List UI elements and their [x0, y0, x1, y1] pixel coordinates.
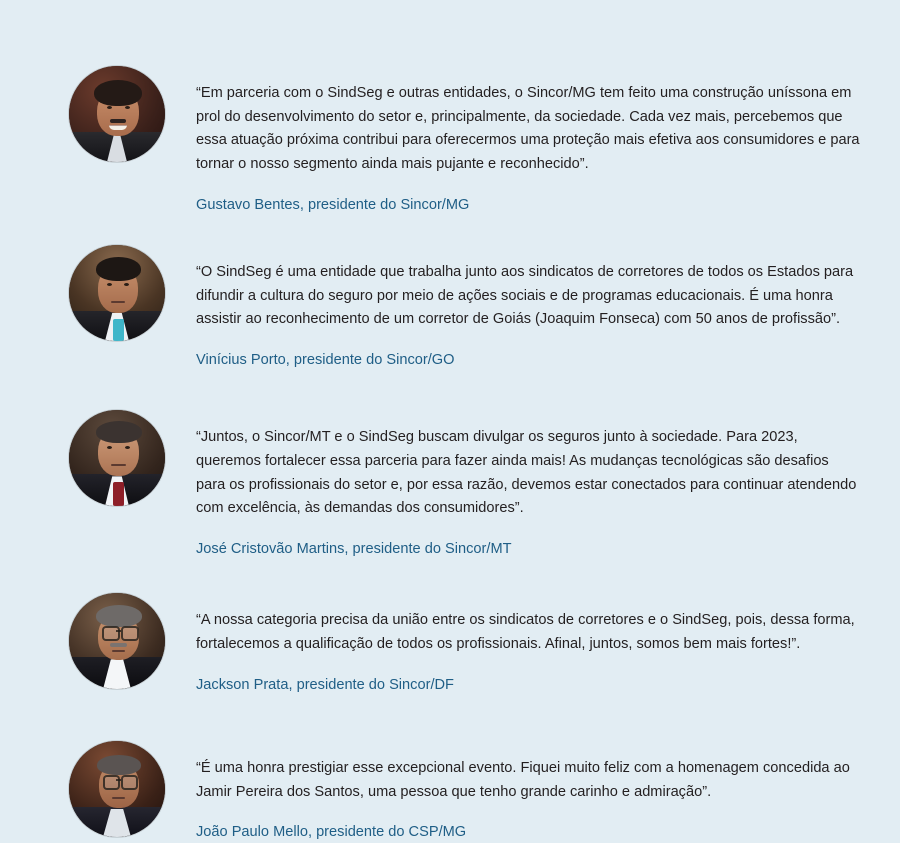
avatar-glasses-bridge [116, 630, 121, 632]
avatar-container [66, 593, 168, 689]
avatar-hair [94, 80, 142, 106]
avatar-moustache [110, 643, 127, 647]
avatar-mouth [111, 301, 125, 303]
testimonial-item [66, 245, 860, 370]
testimonial-item [66, 66, 860, 215]
avatar-eye-left [107, 283, 112, 286]
avatar-joao-paulo-mello [69, 741, 165, 837]
testimonial-attribution: Jackson Prata, presidente do Sincor/DF [196, 676, 454, 693]
avatar-container [66, 410, 168, 506]
avatar-glasses-lens-right [121, 775, 138, 790]
avatar-jose-cristovao-martins [69, 410, 165, 506]
avatar-tie [113, 319, 124, 341]
avatar-eye-right [125, 106, 130, 109]
avatar-hair [97, 755, 141, 775]
avatar-vinicius-porto [69, 245, 165, 341]
testimonial-attribution: Gustavo Bentes, presidente do Sincor/MG [196, 196, 470, 213]
testimonial-attribution: José Cristovão Martins, presidente do Sincor/MT [196, 540, 512, 557]
avatar-gustavo-bentes [69, 66, 165, 162]
avatar-eye-right [124, 283, 129, 286]
avatar-moustache [110, 119, 126, 123]
testimonial-quote: “A nossa categoria precisa da união entre os sindicatos de corretores e o SindSeg, pois, dessa forma, fortalecemos a qualificação de todos os profissionais. Afinal, juntos, somos bem mais fortes!”. [196, 612, 855, 652]
avatar-eye-left [107, 106, 112, 109]
avatar-container [66, 66, 168, 162]
avatar-hair [96, 605, 142, 627]
testimonial-content [196, 741, 860, 843]
avatar-jackson-prata [69, 593, 165, 689]
avatar-mouth [112, 650, 125, 652]
avatar-hair [96, 421, 142, 443]
testimonial-quote: “É uma honra prestigiar esse excepcional evento. Fiquei muito feliz com a homenagem concedida ao Jamir Pereira dos Santos, uma pessoa que tenho grande carinho e admiração”. [196, 760, 850, 800]
testimonial-quote: “O SindSeg é uma entidade que trabalha junto aos sindicatos de corretores de todos os Estados para difundir a cultura do seguro por meio de ações sociais e de programas educacionais. É uma honra assistir ao reconhecimento de um corretor de Goiás (Joaquim Fonseca) com 50 anos de profissão”. [196, 263, 854, 328]
testimonial-quote: “Juntos, o Sincor/MT e o SindSeg buscam divulgar os seguros junto à sociedade. Para 2023, queremos fortalecer essa parceria para fazer ainda mais! As mudanças tecnológicas são desafios para os profissionais do setor e, por essa razão, devemos estar conectados para continuar atendendo com excelência, às demandas dos consumidores”. [196, 429, 857, 517]
avatar-container [66, 245, 168, 341]
testimonial-item [66, 593, 860, 695]
testimonial-quote: “Em parceria com o SindSeg e outras entidades, o Sincor/MG tem feito uma construção uníssona em prol do desenvolvimento do setor e, principalmente, da sociedade. Cada vez mais, percebemos que essa atuação próxima contribui para oferecermos uma proteção mais efetiva aos consumidores e para tornar o nosso segmento ainda mais pujante e reconhecido”. [196, 85, 860, 172]
testimonial-item [66, 410, 860, 559]
avatar-glasses-lens-left [103, 775, 120, 790]
avatar-glasses-lens-right [121, 626, 139, 641]
testimonial-item [66, 741, 860, 843]
avatar-hair [96, 257, 141, 281]
avatar-mouth [112, 797, 125, 799]
testimonial-attribution: Vinícius Porto, presidente do Sincor/GO [196, 351, 455, 368]
testimonial-attribution: João Paulo Mello, presidente do CSP/MG [196, 824, 467, 841]
testimonial-content [196, 593, 860, 695]
testimonial-content [196, 245, 860, 370]
avatar-mouth [109, 125, 127, 130]
avatar-glasses-lens-left [102, 626, 120, 641]
testimonial-content [196, 410, 860, 559]
testimonial-content [196, 66, 860, 215]
avatar-tie [113, 482, 124, 506]
avatar-container [66, 741, 168, 837]
avatar-glasses-bridge [116, 779, 121, 781]
